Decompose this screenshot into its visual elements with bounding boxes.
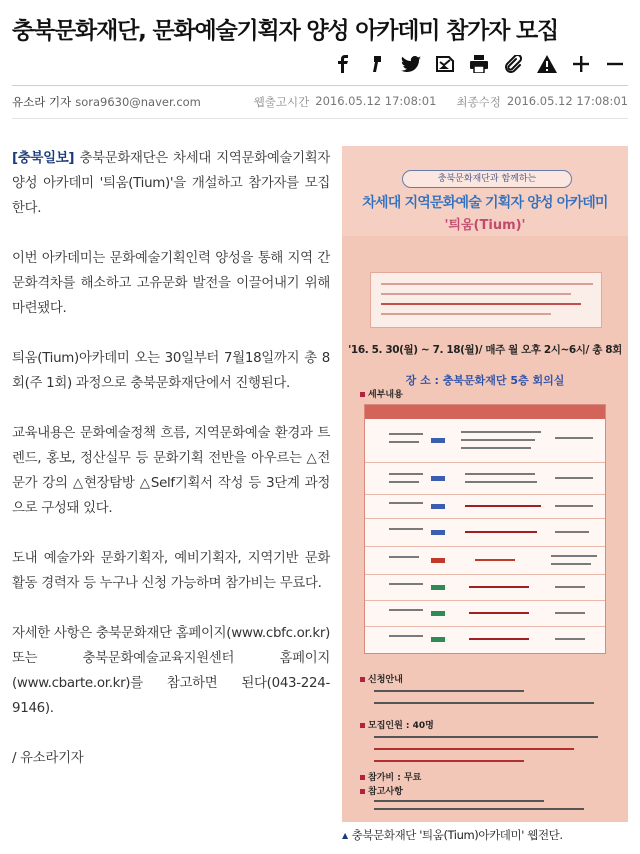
byline — [12, 94, 628, 110]
article-paragraph: 자세한 사항은 충북문화재단 홈페이지(www.cbfc.or.kr)또는 충북문화예술교육지원센터 홈페이지(www.cbarte.or.kr)를 참고하면 된다(043-224-9146). — [12, 626, 330, 716]
reporter-name: 유소라 기자 — [12, 95, 72, 109]
article-paragraph: 틔움(Tium)아카데미 오는 30일부터 7월18일까지 총 8회(주 1회) 과정으로 충북문화재단에서 진행된다. — [12, 351, 330, 391]
article-body — [12, 146, 330, 796]
article-paragraph: 도내 예술가와 문화기획자, 예비기획자, 지역기반 문화활동 경력자 등 누구나 신청 가능하며 참가비는 무료다. — [12, 551, 330, 591]
poster-table-row — [365, 547, 605, 575]
poster-intro-box — [370, 272, 602, 328]
poster-table-row — [365, 627, 605, 653]
poster-table-row — [365, 463, 605, 495]
academy-poster-image[interactable] — [342, 146, 628, 822]
published-time: 2016.05.12 17:08:01 — [315, 94, 437, 108]
updated-time: 2016.05.12 17:08:01 — [506, 94, 628, 108]
article-paragraph: 교육내용은 문화예술정책 흐름, 지역문화예술 환경과 트렌드, 홍보, 정산실무 등 문화기획 전반을 아우르는 △전문가 강의 △현장탐방 △Self기획서 작성 등 3단계 과정으로 구성돼 있다. — [12, 426, 330, 516]
band-icon[interactable] — [434, 53, 456, 75]
source-tag: [충북일보] — [12, 151, 75, 166]
poster-notes-lines — [364, 798, 604, 812]
facebook-icon[interactable] — [332, 53, 354, 75]
byline-divider — [12, 118, 628, 119]
poster-section-fee: 참가비 : 무료 — [360, 770, 421, 783]
updated-label: 최종수정 — [456, 95, 501, 109]
font-smaller-icon[interactable] — [604, 53, 626, 75]
poster-section-recruit: 모집인원 : 40명 — [360, 718, 434, 731]
font-larger-icon[interactable] — [570, 53, 592, 75]
poster-section-details: 세부내용 — [360, 387, 403, 400]
poster-table-row — [365, 601, 605, 627]
poster-title: 차세대 지역문화예술 기획자 양성 아카데미 — [362, 195, 608, 211]
article-paragraph: 이번 아카데미는 문화예술기획인력 양성을 통해 지역 간 문화격차를 해소하고 고유문화 발전을 이끌어내기 위해 마련됐다. — [12, 251, 330, 316]
poster-table-row — [365, 575, 605, 601]
article-paragraph — [12, 146, 330, 221]
caption-marker: ▲ — [342, 831, 348, 840]
print-icon[interactable] — [468, 53, 490, 75]
clip-icon[interactable] — [502, 53, 524, 75]
poster-recruit-lines — [364, 734, 604, 774]
reporter-email[interactable]: sora9630@naver.com — [75, 95, 201, 109]
published-label: 웹출고시간 — [253, 95, 310, 109]
twitter-icon[interactable] — [400, 53, 422, 75]
poster-dates: '16. 5. 30(월) ~ 7. 18(월)/ 매주 월 오후 2시~6시/ 총 8회 — [348, 344, 622, 356]
article-signoff: / 유소라기자 — [12, 751, 84, 766]
poster-table-row — [365, 419, 605, 463]
timestamps — [254, 94, 628, 110]
poster-section-apply: 신청안내 — [360, 672, 403, 685]
poster-schedule-table — [364, 404, 606, 654]
poster-subtitle: '틔움(Tium)' — [444, 218, 526, 233]
poster-kicker: 충북문화재단과 함께하는 — [402, 170, 572, 188]
kakao-story-icon[interactable] — [366, 53, 388, 75]
poster-table-row — [365, 495, 605, 519]
report-icon[interactable] — [536, 53, 558, 75]
poster-table-row — [365, 519, 605, 547]
article-headline: 충북문화재단, 문화예술기획자 양성 아카데미 참가자 모집 — [12, 18, 559, 44]
share-toolbar — [332, 52, 626, 76]
poster-table-header — [365, 405, 605, 419]
paragraph-text: 충북문화재단은 차세대 지역문화예술기획자 양성 아카데미 '틔움(Tium)'을 개설하고 참가자를 모집한다. — [12, 151, 330, 216]
poster-venue: 장 소 : 충북문화재단 5층 회의실 — [405, 374, 565, 387]
caption-text: 충북문화재단 '틔움(Tium)아카데미' 웹전단. — [351, 828, 563, 842]
header-divider — [12, 85, 628, 86]
poster-caption — [342, 827, 628, 843]
poster-section-notes: 참고사항 — [360, 784, 403, 797]
